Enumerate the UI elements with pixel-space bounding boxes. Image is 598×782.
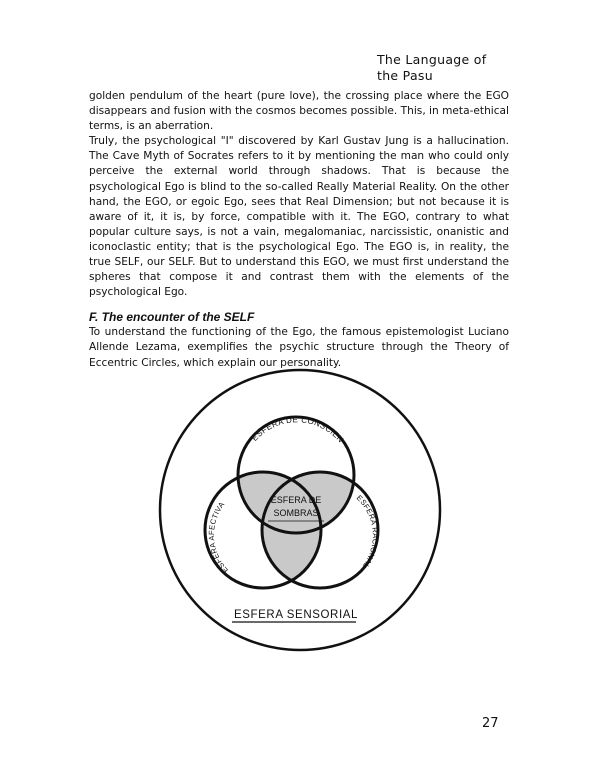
label-afectiva: ESFERA AFECTIVA	[206, 500, 230, 575]
label-sombras-line-1: ESFERA DE	[270, 495, 322, 505]
paragraph: golden pendulum of the heart (pure love), the crossing place where the EGO disappears and fusion with the cosmos becomes possible. This, in meta-ethical terms, is an aberration.	[89, 90, 509, 133]
header-line-2: the Pasu	[377, 68, 433, 83]
svg-text:ESFERA RACIONAL	[355, 493, 380, 570]
page-number: 27	[482, 716, 499, 731]
body-text	[89, 89, 509, 371]
eccentric-circles-diagram	[150, 365, 450, 655]
paragraph: Truly, the psychological "I" discovered by Karl Gustav Jung is a hallucination. The Cave Myth of Socrates refers to it by mentioning the man who could only perceive the external world through shadows. That is because the psychological Ego is blind to the so-called Really Material Reality. On the other hand, the EGO, or egoic Ego, sees that Real Dimension; but not because it is aware of it, it is, by force, compatible with it. The EGO, contrary to what popular culture says, is not a vain, megalomaniac, narcissistic, onanistic and iconoclastic entity; that is the psychological Ego. The EGO is, in reality, the true SELF, our SELF. But to understand this EGO, we must first understand the spheres that compose it and contrast them with the elements of the psychological Ego.	[89, 135, 509, 299]
diagram-svg	[150, 365, 450, 655]
label-sensorial: ESFERA SENSORIAL	[234, 609, 358, 621]
label-racional: ESFERA RACIONAL	[354, 493, 380, 571]
section-paragraph: To understand the functioning of the Ego, the famous epistemologist Luciano Allende Lezama, exemplifies the psychic structure through the Theory of Eccentric Circles, which explain our personality.	[89, 326, 509, 369]
header-line-1: The Language of	[377, 52, 487, 67]
label-consciencia: ESFERA DE CONSCIEN	[250, 415, 346, 445]
section-heading: F. The encounter of the SELF	[89, 310, 255, 325]
svg-text:ESFERA DE CONSCIENCIA	[150, 365, 345, 444]
label-sombras-line-2: SOMBRAS	[273, 508, 319, 518]
svg-text:ESFERA AFECTIVA	[207, 500, 230, 575]
running-header	[377, 52, 537, 84]
